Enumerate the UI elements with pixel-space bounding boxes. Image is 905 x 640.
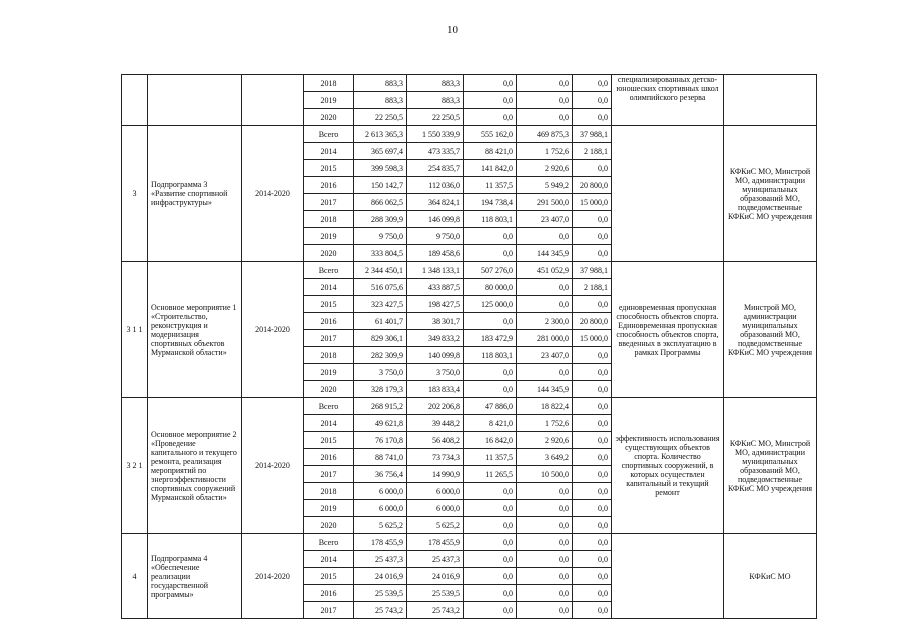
cell-municipal: 0,0 — [517, 296, 573, 313]
cell-regional: 140 099,8 — [407, 347, 464, 364]
cell-federal: 0,0 — [464, 602, 517, 619]
cell-period: 2014-2020 — [242, 126, 304, 262]
cell-total: 2 344 450,1 — [354, 262, 407, 279]
cell-year: 2014 — [304, 415, 354, 432]
cell-other: 2 188,1 — [573, 279, 612, 296]
cell-regional: 3 750,0 — [407, 364, 464, 381]
cell-municipal: 0,0 — [517, 75, 573, 92]
cell-municipal: 3 649,2 — [517, 449, 573, 466]
cell-municipal: 0,0 — [517, 602, 573, 619]
cell-other: 0,0 — [573, 500, 612, 517]
cell-total: 3 750,0 — [354, 364, 407, 381]
cell-total: 399 598,3 — [354, 160, 407, 177]
cell-federal: 0,0 — [464, 483, 517, 500]
cell-federal: 80 000,0 — [464, 279, 517, 296]
cell-other: 0,0 — [573, 568, 612, 585]
cell-federal: 11 357,5 — [464, 449, 517, 466]
cell-federal: 507 276,0 — [464, 262, 517, 279]
cell-regional: 24 016,9 — [407, 568, 464, 585]
cell-year: 2020 — [304, 245, 354, 262]
cell-federal: 0,0 — [464, 364, 517, 381]
cell-federal: 88 421,0 — [464, 143, 517, 160]
cell-name: Основное мероприятие 1 «Строительство, реконструкция и модернизация спортивных объектов Мурманской области» — [148, 262, 242, 398]
cell-other: 0,0 — [573, 585, 612, 602]
cell-municipal: 144 345,9 — [517, 381, 573, 398]
cell-indicator: эффективность использования существующих объектов спорта. Количество спортивных сооружений, в которых осуществлен капитальный и текущий ремонт — [612, 398, 724, 534]
cell-municipal: 0,0 — [517, 92, 573, 109]
cell-municipal: 2 300,0 — [517, 313, 573, 330]
cell-other: 0,0 — [573, 432, 612, 449]
cell-municipal: 0,0 — [517, 483, 573, 500]
cell-regional: 198 427,5 — [407, 296, 464, 313]
cell-year: 2014 — [304, 279, 354, 296]
cell-total: 883,3 — [354, 75, 407, 92]
cell-year: 2018 — [304, 75, 354, 92]
cell-municipal: 18 822,4 — [517, 398, 573, 415]
cell-executor: КФКиС МО, Минстрой МО, администрации муниципальных образований МО, подведомственные КФКиС МО учреждения — [724, 398, 817, 534]
cell-municipal: 0,0 — [517, 534, 573, 551]
cell-regional: 883,3 — [407, 92, 464, 109]
cell-other: 2 188,1 — [573, 143, 612, 160]
cell-federal: 0,0 — [464, 551, 517, 568]
cell-federal: 118 803,1 — [464, 211, 517, 228]
cell-federal: 0,0 — [464, 75, 517, 92]
cell-federal: 0,0 — [464, 568, 517, 585]
cell-regional: 6 000,0 — [407, 483, 464, 500]
budget-table — [121, 74, 817, 619]
cell-federal: 11 265,5 — [464, 466, 517, 483]
cell-total: 516 075,6 — [354, 279, 407, 296]
cell-year: 2017 — [304, 194, 354, 211]
table-row — [122, 534, 817, 551]
cell-other: 0,0 — [573, 364, 612, 381]
cell-regional: 25 743,2 — [407, 602, 464, 619]
cell-year: 2015 — [304, 296, 354, 313]
cell-other: 0,0 — [573, 75, 612, 92]
cell-federal: 0,0 — [464, 381, 517, 398]
cell-other: 0,0 — [573, 228, 612, 245]
cell-other: 0,0 — [573, 296, 612, 313]
cell-year: 2015 — [304, 568, 354, 585]
cell-federal: 141 842,0 — [464, 160, 517, 177]
cell-number: 3 — [122, 126, 148, 262]
cell-federal: 125 000,0 — [464, 296, 517, 313]
cell-municipal: 5 949,2 — [517, 177, 573, 194]
cell-total: 288 309,9 — [354, 211, 407, 228]
cell-year: 2016 — [304, 177, 354, 194]
cell-total: 866 062,5 — [354, 194, 407, 211]
cell-municipal: 0,0 — [517, 500, 573, 517]
cell-other: 0,0 — [573, 398, 612, 415]
table-row — [122, 398, 817, 415]
cell-year: 2018 — [304, 483, 354, 500]
cell-total: 323 427,5 — [354, 296, 407, 313]
cell-other: 0,0 — [573, 109, 612, 126]
cell-other: 0,0 — [573, 602, 612, 619]
cell-other: 15 000,0 — [573, 330, 612, 347]
cell-year: 2014 — [304, 551, 354, 568]
cell-other: 20 800,0 — [573, 313, 612, 330]
cell-total: 36 756,4 — [354, 466, 407, 483]
cell-total: 2 613 365,3 — [354, 126, 407, 143]
cell-regional: 183 833,4 — [407, 381, 464, 398]
cell-year: Всего — [304, 398, 354, 415]
cell-federal: 0,0 — [464, 92, 517, 109]
cell-total: 883,3 — [354, 92, 407, 109]
cell-municipal: 0,0 — [517, 568, 573, 585]
cell-total: 49 621,8 — [354, 415, 407, 432]
cell-municipal: 23 407,0 — [517, 211, 573, 228]
cell-other: 37 988,1 — [573, 262, 612, 279]
cell-regional: 38 301,7 — [407, 313, 464, 330]
cell-federal: 0,0 — [464, 534, 517, 551]
cell-total: 25 539,5 — [354, 585, 407, 602]
cell-indicator: единовременная пропускная способность объектов спорта. Единовременная пропускная способность объектов спорта, введенных в эксплуатацию в рамках Программы — [612, 262, 724, 398]
cell-year: 2020 — [304, 517, 354, 534]
cell-year: 2019 — [304, 364, 354, 381]
cell-total: 6 000,0 — [354, 483, 407, 500]
cell-total: 25 437,3 — [354, 551, 407, 568]
cell-period: 2014-2020 — [242, 262, 304, 398]
cell-total: 829 306,1 — [354, 330, 407, 347]
cell-regional: 39 448,2 — [407, 415, 464, 432]
cell-name — [148, 75, 242, 126]
cell-total: 268 915,2 — [354, 398, 407, 415]
cell-number: 3 2 1 — [122, 398, 148, 534]
cell-total: 88 741,0 — [354, 449, 407, 466]
cell-year: 2020 — [304, 381, 354, 398]
cell-total: 22 250,5 — [354, 109, 407, 126]
cell-other: 0,0 — [573, 92, 612, 109]
cell-municipal: 281 000,0 — [517, 330, 573, 347]
cell-other: 0,0 — [573, 449, 612, 466]
cell-executor — [724, 75, 817, 126]
cell-total: 333 804,5 — [354, 245, 407, 262]
cell-number — [122, 75, 148, 126]
cell-federal: 118 803,1 — [464, 347, 517, 364]
cell-municipal: 0,0 — [517, 551, 573, 568]
cell-municipal: 10 500,0 — [517, 466, 573, 483]
cell-federal: 0,0 — [464, 313, 517, 330]
cell-year: 2015 — [304, 160, 354, 177]
cell-regional: 14 990,9 — [407, 466, 464, 483]
cell-total: 178 455,9 — [354, 534, 407, 551]
cell-year: Всего — [304, 262, 354, 279]
cell-municipal: 0,0 — [517, 109, 573, 126]
cell-year: 2017 — [304, 602, 354, 619]
cell-other: 0,0 — [573, 415, 612, 432]
page-number: 10 — [447, 24, 458, 36]
cell-name: Основное мероприятие 2 «Проведение капитального и текущего ремонта, реализация мероприятий по энергоэффективности спортивных сооружений Мурманской области» — [148, 398, 242, 534]
cell-other: 0,0 — [573, 534, 612, 551]
cell-executor: КФКиС МО — [724, 534, 817, 619]
cell-year: 2016 — [304, 585, 354, 602]
cell-total: 328 179,3 — [354, 381, 407, 398]
cell-other: 20 800,0 — [573, 177, 612, 194]
cell-number: 3 1 1 — [122, 262, 148, 398]
cell-other: 0,0 — [573, 347, 612, 364]
cell-federal: 183 472,9 — [464, 330, 517, 347]
cell-year: 2020 — [304, 109, 354, 126]
cell-other: 0,0 — [573, 551, 612, 568]
cell-municipal: 469 875,3 — [517, 126, 573, 143]
cell-total: 25 743,2 — [354, 602, 407, 619]
cell-municipal: 0,0 — [517, 364, 573, 381]
cell-regional: 202 206,8 — [407, 398, 464, 415]
cell-indicator — [612, 126, 724, 262]
cell-regional: 433 887,5 — [407, 279, 464, 296]
cell-year: 2019 — [304, 92, 354, 109]
cell-year: 2016 — [304, 449, 354, 466]
cell-year: 2018 — [304, 211, 354, 228]
table-row — [122, 75, 817, 92]
cell-federal: 0,0 — [464, 500, 517, 517]
cell-federal: 11 357,5 — [464, 177, 517, 194]
cell-federal: 0,0 — [464, 517, 517, 534]
cell-municipal: 23 407,0 — [517, 347, 573, 364]
cell-federal: 47 886,0 — [464, 398, 517, 415]
cell-regional: 73 734,3 — [407, 449, 464, 466]
cell-regional: 883,3 — [407, 75, 464, 92]
cell-regional: 112 036,0 — [407, 177, 464, 194]
cell-municipal: 2 920,6 — [517, 432, 573, 449]
cell-name: Подпрограмма 4 «Обеспечение реализации государственной программы» — [148, 534, 242, 619]
cell-total: 365 697,4 — [354, 143, 407, 160]
table-body — [122, 75, 817, 619]
cell-period: 2014-2020 — [242, 534, 304, 619]
cell-regional: 146 099,8 — [407, 211, 464, 228]
cell-federal: 555 162,0 — [464, 126, 517, 143]
cell-municipal: 451 052,9 — [517, 262, 573, 279]
cell-number: 4 — [122, 534, 148, 619]
cell-municipal: 1 752,6 — [517, 143, 573, 160]
cell-indicator: специализированных детско-юношеских спортивных школ олимпийского резерва — [612, 75, 724, 126]
cell-regional: 349 833,2 — [407, 330, 464, 347]
cell-year: 2019 — [304, 500, 354, 517]
cell-year: 2017 — [304, 330, 354, 347]
cell-total: 61 401,7 — [354, 313, 407, 330]
cell-executor: Минстрой МО, администрации муниципальных образований МО, подведомственные КФКиС МО учреждения — [724, 262, 817, 398]
cell-municipal: 0,0 — [517, 228, 573, 245]
cell-total: 6 000,0 — [354, 500, 407, 517]
cell-municipal: 291 500,0 — [517, 194, 573, 211]
cell-other: 0,0 — [573, 483, 612, 500]
cell-regional: 5 625,2 — [407, 517, 464, 534]
cell-total: 76 170,8 — [354, 432, 407, 449]
cell-regional: 25 437,3 — [407, 551, 464, 568]
cell-other: 0,0 — [573, 160, 612, 177]
cell-regional: 189 458,6 — [407, 245, 464, 262]
cell-other: 15 000,0 — [573, 194, 612, 211]
cell-regional: 6 000,0 — [407, 500, 464, 517]
cell-municipal: 0,0 — [517, 517, 573, 534]
cell-municipal: 0,0 — [517, 585, 573, 602]
cell-year: 2019 — [304, 228, 354, 245]
cell-regional: 56 408,2 — [407, 432, 464, 449]
cell-regional: 178 455,9 — [407, 534, 464, 551]
cell-total: 9 750,0 — [354, 228, 407, 245]
cell-year: Всего — [304, 126, 354, 143]
cell-regional: 473 335,7 — [407, 143, 464, 160]
cell-other: 0,0 — [573, 466, 612, 483]
cell-municipal: 1 752,6 — [517, 415, 573, 432]
cell-regional: 364 824,1 — [407, 194, 464, 211]
table-row — [122, 262, 817, 279]
cell-municipal: 2 920,6 — [517, 160, 573, 177]
cell-year: 2016 — [304, 313, 354, 330]
cell-federal: 0,0 — [464, 585, 517, 602]
cell-other: 0,0 — [573, 517, 612, 534]
cell-regional: 9 750,0 — [407, 228, 464, 245]
cell-regional: 254 835,7 — [407, 160, 464, 177]
cell-federal: 16 842,0 — [464, 432, 517, 449]
cell-year: 2014 — [304, 143, 354, 160]
cell-regional: 1 348 133,1 — [407, 262, 464, 279]
cell-other: 37 988,1 — [573, 126, 612, 143]
cell-indicator — [612, 534, 724, 619]
cell-other: 0,0 — [573, 381, 612, 398]
cell-regional: 22 250,5 — [407, 109, 464, 126]
cell-year: 2017 — [304, 466, 354, 483]
cell-name: Подпрограмма 3 «Развитие спортивной инфраструктуры» — [148, 126, 242, 262]
cell-total: 282 309,9 — [354, 347, 407, 364]
cell-total: 24 016,9 — [354, 568, 407, 585]
cell-regional: 1 550 339,9 — [407, 126, 464, 143]
cell-executor: КФКиС МО, Минстрой МО, администрации муниципальных образований МО, подведомственные КФКиС МО учреждения — [724, 126, 817, 262]
cell-other: 0,0 — [573, 211, 612, 228]
cell-regional: 25 539,5 — [407, 585, 464, 602]
cell-federal: 0,0 — [464, 245, 517, 262]
cell-federal: 8 421,0 — [464, 415, 517, 432]
table-row — [122, 126, 817, 143]
cell-total: 150 142,7 — [354, 177, 407, 194]
cell-other: 0,0 — [573, 245, 612, 262]
cell-federal: 194 738,4 — [464, 194, 517, 211]
cell-municipal: 0,0 — [517, 279, 573, 296]
cell-year: Всего — [304, 534, 354, 551]
cell-federal: 0,0 — [464, 228, 517, 245]
cell-period: 2014-2020 — [242, 398, 304, 534]
cell-year: 2015 — [304, 432, 354, 449]
cell-period — [242, 75, 304, 126]
cell-total: 5 625,2 — [354, 517, 407, 534]
cell-year: 2018 — [304, 347, 354, 364]
cell-federal: 0,0 — [464, 109, 517, 126]
cell-municipal: 144 345,9 — [517, 245, 573, 262]
